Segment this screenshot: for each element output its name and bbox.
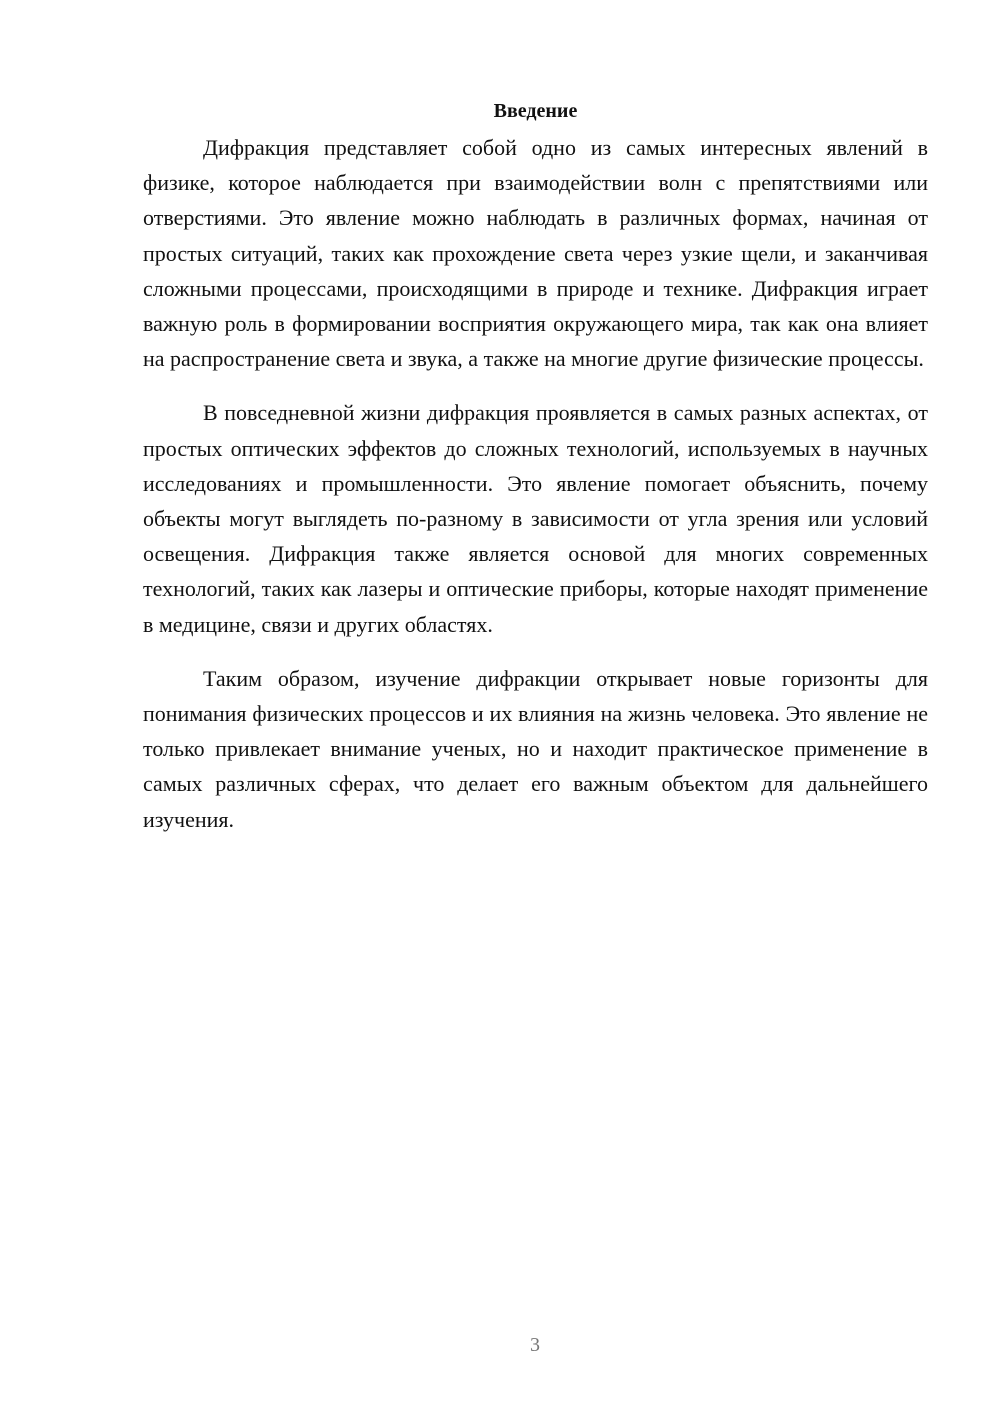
paragraph-3: Таким образом, изучение дифракции открывает новые горизонты для понимания физических процессов и их влияния на жизнь человека. Это явление не только привлекает внимание ученых, но и находит практическое применение в самых различных сферах, что делает его важным объектом для дальнейшего изучения. — [143, 665, 928, 832]
document-body — [143, 96, 928, 856]
section-title: Введение — [493, 100, 578, 122]
page-number: 3 — [530, 1334, 540, 1356]
paragraph-1: Дифракция представляет собой одно из самых интересных явлений в физике, которое наблюдается при взаимодействии волн с препятствиями или отверстиями. Это явление можно наблюдать в различных формах, начиная от простых ситуаций, таких как прохождение света через узкие щели, и заканчивая сложными процессами, происходящими в природе и технике. Дифракция играет важную роль в формировании восприятия окружающего мира, так как она влияет на распространение света и звука, а также на многие другие физические процессы. — [143, 135, 928, 372]
paragraph-2: В повседневной жизни дифракция проявляется в самых разных аспектах, от простых оптических эффектов до сложных технологий, используемых в научных исследованиях и промышленности. Это явление помогает объяснить, почему объекты могут выглядеть по-разному в зависимости от угла зрения или условий освещения. Дифракция также является основой для многих современных технологий, таких как лазеры и оптические приборы, которые находят применение в медицине, связи и других областях. — [143, 400, 928, 637]
